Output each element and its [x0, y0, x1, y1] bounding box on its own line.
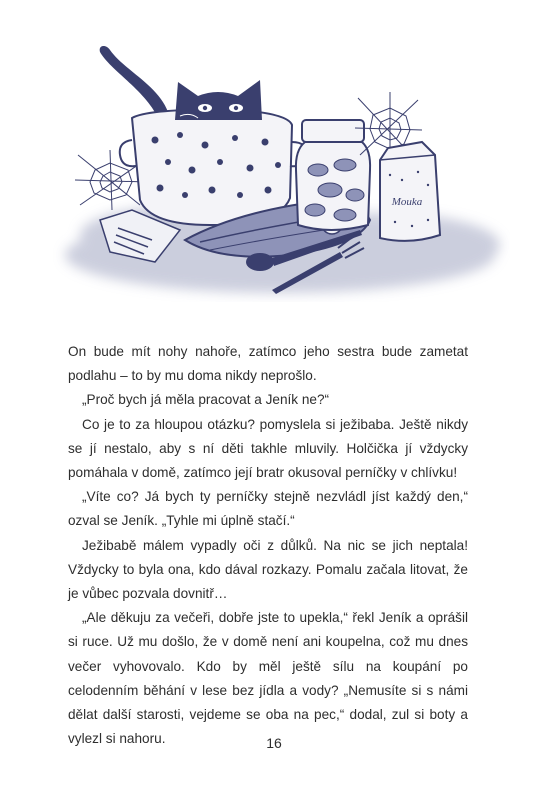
paragraph-2: „Proč bych já měla pracovat a Jeník ne?“ [82, 392, 330, 408]
cat-head [175, 80, 262, 120]
paragraph-4: „Víte co? Já bych ty perníčky stejně nezvládl jíst každý den,“ ozval se Jeník. „Tyhle mi úplně stačí.“ [68, 489, 468, 529]
cookie-jar [296, 120, 370, 230]
cat-tail [100, 46, 168, 118]
illustration [40, 30, 510, 320]
flour-bag-label: Mouka [391, 196, 423, 208]
paragraph-3: Co je to za hloupou otázku? pomyslela si ježibaba. Ještě nikdy se jí nestalo, aby s ní děti takhle mluvily. Holčička jí vždycky pomáhala v domě, zatímco její bratr okusoval perníčky v chlívku! [68, 416, 468, 481]
flour-bag [380, 142, 440, 241]
paragraph-5: Ježibabě málem vypadly oči z důlků. Na nic se jich neptala! Vždycky to byla ona, kdo dával rozkazy. Pomalu začala litovat, že je vůbec pozvala dovnitř… [68, 537, 468, 602]
paragraph-6: „Ale děkuju za večeři, dobře jste to upekla,“ řekl Jeník a oprášil si ruce. Už mu došlo, že v domě není ani koupelna, což mu dnes večer vyhovovalo. Kdo by měl ještě sílu na koupání po celodenním běhání v lese bez jídla a vody? „Nemusíte si s námi dělat další starosti, vejdeme se oba na pec,“ dodal, zul si boty a vylezl si nahoru. [68, 610, 468, 747]
paragraph-1: On bude mít nohy nahoře, zatímco jeho sestra bude zametat podlahu – to by mu doma nikdy neprošlo. [68, 344, 468, 384]
page-number: 16 [266, 735, 282, 751]
story-text [68, 340, 468, 751]
